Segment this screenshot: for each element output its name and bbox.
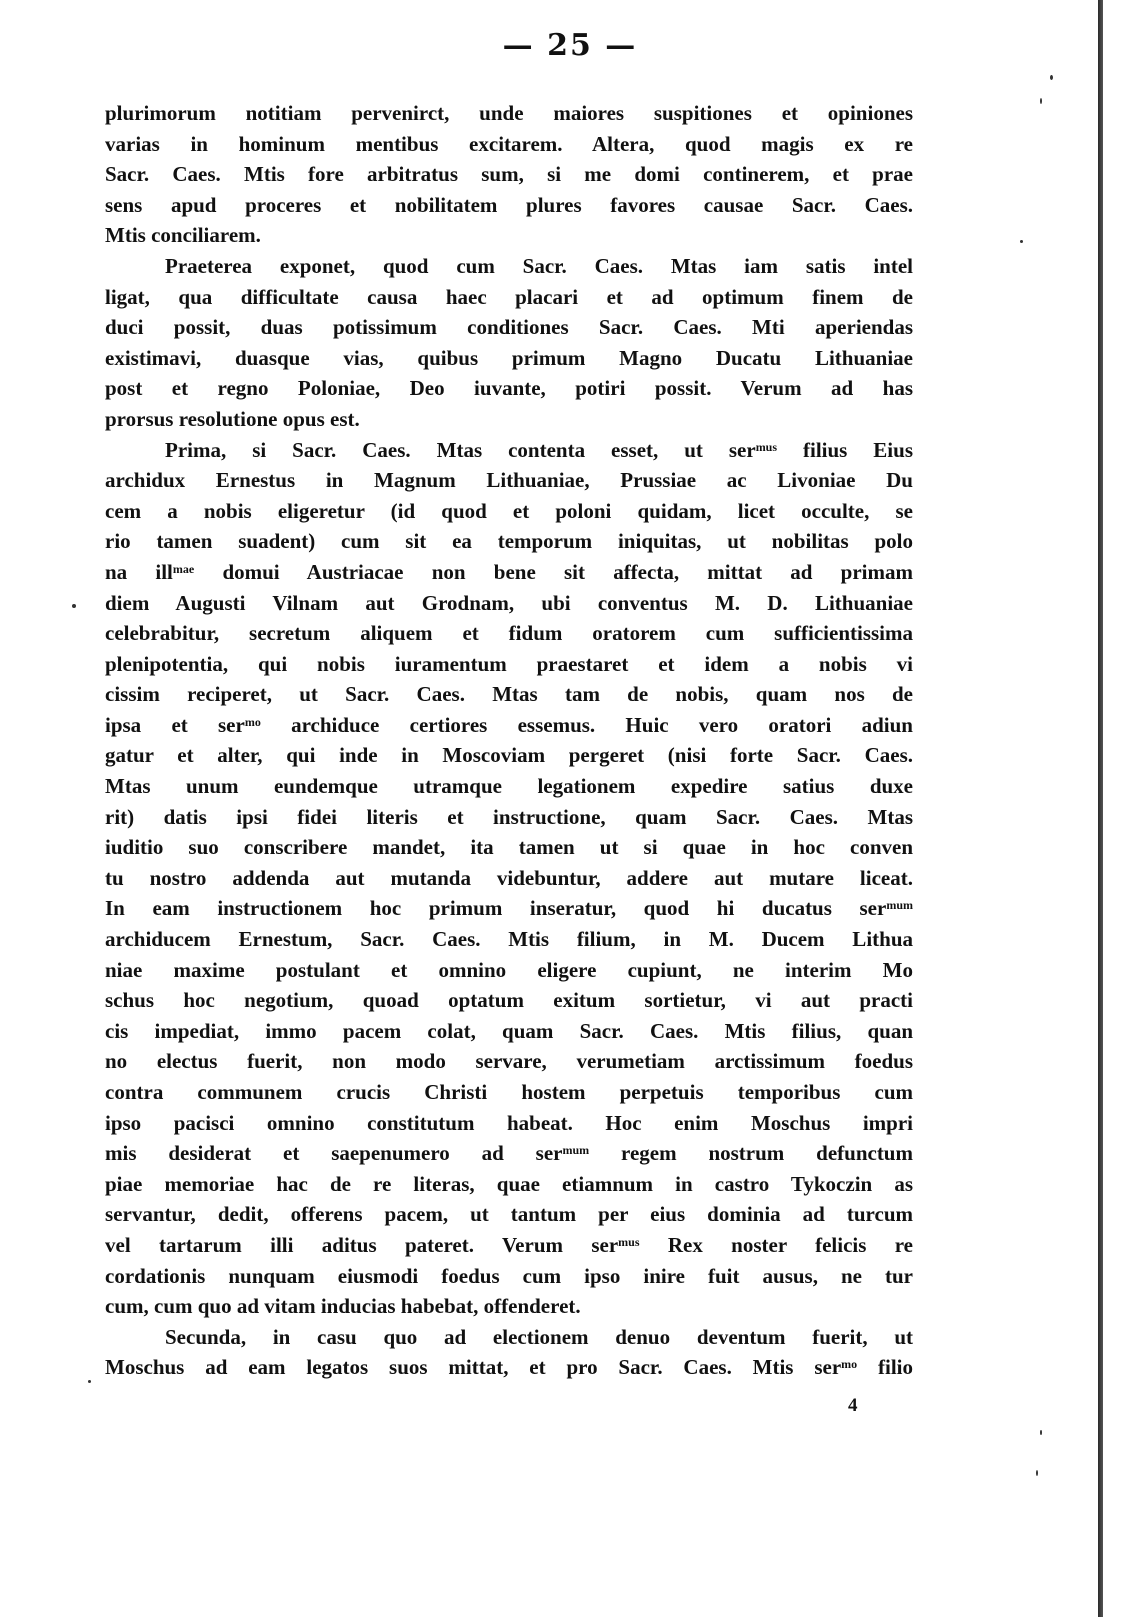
text-line xyxy=(105,220,913,251)
text-segment: mis desiderat et saepenumero ad ser xyxy=(105,1141,563,1166)
superscript-abbreviation: mus xyxy=(618,1234,640,1249)
body-text xyxy=(105,98,913,1383)
text-line xyxy=(105,771,913,802)
text-segment: Sacr. Caes. Mtis fore arbitratus sum, si me domi continerem, et prae xyxy=(105,162,913,187)
text-line xyxy=(105,343,913,374)
text-line xyxy=(105,1322,913,1353)
text-segment: varias in hominum mentibus excitarem. Altera, quod magis ex re xyxy=(105,131,913,156)
text-line xyxy=(105,312,913,343)
text-line xyxy=(105,649,913,680)
text-line xyxy=(105,1138,913,1169)
superscript-abbreviation: mo xyxy=(841,1357,858,1372)
text-line xyxy=(105,618,913,649)
text-segment: no electus fuerit, non modo servare, verumetiam arctissimum foedus xyxy=(105,1049,913,1074)
text-line xyxy=(105,1108,913,1139)
scan-edge-line xyxy=(1098,0,1103,1617)
scan-speck xyxy=(88,1380,91,1383)
text-line xyxy=(105,251,913,282)
text-segment: diem Augusti Vilnam aut Grodnam, ubi conventus M. D. Lithuaniae xyxy=(105,590,913,615)
text-line xyxy=(105,129,913,160)
superscript-abbreviation: mum xyxy=(886,898,913,913)
text-segment: Moschus ad eam legatos suos mittat, et pro Sacr. Caes. Mtis ser xyxy=(105,1355,842,1380)
text-segment: sens apud proceres et nobilitatem plures favores causae Sacr. Caes. xyxy=(105,192,913,217)
text-segment: ipso pacisci omnino constitutum habeat. Hoc enim Moschus impri xyxy=(105,1110,913,1135)
text-segment: cissim reciperet, ut Sacr. Caes. Mtas tam de nobis, quam nos de xyxy=(105,682,913,707)
text-line xyxy=(105,282,913,313)
text-segment: plurimorum notitiam pervenirct, unde maiores suspitiones et opiniones xyxy=(105,101,913,125)
text-line xyxy=(105,924,913,955)
text-segment: cum, cum quo ad vitam inducias habebat, offenderet. xyxy=(105,1294,581,1319)
text-line xyxy=(105,832,913,863)
scan-speck xyxy=(1040,1430,1042,1435)
text-line xyxy=(105,588,913,619)
text-line xyxy=(105,190,913,221)
text-line xyxy=(105,1291,913,1322)
text-line xyxy=(105,373,913,404)
scan-speck xyxy=(1040,98,1042,104)
text-line xyxy=(105,1016,913,1047)
text-segment: prorsus resolutione opus est. xyxy=(105,406,360,431)
text-segment: ligat, qua difficultate causa haec placari et ad optimum finem de xyxy=(105,284,913,309)
text-segment: archidux Ernestus in Magnum Lithuaniae, Prussiae ac Livoniae Du xyxy=(105,468,913,493)
text-segment: piae memoriae hac de re literas, quae etiamnum in castro Tykoczin as xyxy=(105,1171,913,1196)
text-segment: gatur et alter, qui inde in Moscoviam pergeret (nisi forte Sacr. Caes. xyxy=(105,743,913,768)
text-line xyxy=(105,802,913,833)
text-line xyxy=(105,465,913,496)
text-line xyxy=(105,1230,913,1261)
text-segment: existimavi, duasque vias, quibus primum Magno Ducatu Lithuaniae xyxy=(105,345,913,370)
text-segment: Praeterea exponet, quod cum Sacr. Caes. Mtas iam satis intel xyxy=(165,253,913,278)
text-segment: duci possit, duas potissimum conditiones Sacr. Caes. Mti aperiendas xyxy=(105,315,913,340)
text-line xyxy=(105,710,913,741)
superscript-abbreviation: mo xyxy=(244,714,261,729)
text-segment: rit) datis ipsi fidei literis et instructione, quam Sacr. Caes. Mtas xyxy=(105,804,913,829)
text-segment: cis impediat, immo pacem colat, quam Sacr. Caes. Mtis filius, quan xyxy=(105,1018,913,1043)
text-line xyxy=(105,1352,913,1383)
text-segment: filius Eius xyxy=(777,437,913,462)
signature-mark: 4 xyxy=(848,1395,858,1416)
text-line xyxy=(105,98,913,129)
text-line xyxy=(105,893,913,924)
text-segment: niae maxime postulant et omnino eligere cupiunt, ne interim Mo xyxy=(105,957,913,982)
text-segment: celebrabitur, secretum aliquem et fidum oratorem cum sufficientissima xyxy=(105,621,913,646)
text-line xyxy=(105,557,913,588)
scan-speck xyxy=(1036,1470,1038,1476)
text-line xyxy=(105,1199,913,1230)
text-segment: schus hoc negotium, quoad optatum exitum sortietur, vi aut practi xyxy=(105,988,913,1013)
text-segment: servantur, dedit, offerens pacem, ut tantum per eius dominia ad turcum xyxy=(105,1202,913,1227)
text-segment: plenipotentia, qui nobis iuramentum praestaret et idem a nobis vi xyxy=(105,651,913,676)
text-segment: filio xyxy=(857,1355,913,1380)
text-line xyxy=(105,863,913,894)
text-segment: tu nostro addenda aut mutanda videbuntur, addere aut mutare liceat. xyxy=(105,865,913,890)
text-segment: In eam instructionem hoc primum inseratur, quod hi ducatus ser xyxy=(105,896,887,921)
text-segment: na ill xyxy=(105,559,173,584)
text-segment: iuditio suo conscribere mandet, ita tamen ut si quae in hoc conven xyxy=(105,835,913,860)
text-line xyxy=(105,679,913,710)
text-line xyxy=(105,985,913,1016)
text-segment: archiducem Ernestum, Sacr. Caes. Mtis filium, in M. Ducem Lithua xyxy=(105,927,913,952)
text-line xyxy=(105,1169,913,1200)
text-line xyxy=(105,1046,913,1077)
text-segment: ipsa et ser xyxy=(105,712,245,737)
text-segment: archiduce certiores essemus. Huic vero oratori adiun xyxy=(260,712,913,737)
text-segment: vel tartarum illi aditus pateret. Verum ser xyxy=(105,1232,619,1257)
text-line xyxy=(105,496,913,527)
text-line xyxy=(105,404,913,435)
text-segment: Prima, si Sacr. Caes. Mtas contenta esset, ut ser xyxy=(165,437,756,462)
superscript-abbreviation: mae xyxy=(172,561,195,576)
text-line xyxy=(105,740,913,771)
text-line xyxy=(105,435,913,466)
text-segment: domui Austriacae non bene sit affecta, mittat ad primam xyxy=(194,559,914,584)
text-segment: contra communem crucis Christi hostem perpetuis temporibus cum xyxy=(105,1080,913,1104)
text-segment: cem a nobis eligeretur (id quod et poloni quidam, licet occulte, se xyxy=(105,498,913,523)
page-number: — 25 — xyxy=(502,28,638,63)
text-line xyxy=(105,1077,913,1108)
superscript-abbreviation: mus xyxy=(755,439,778,454)
text-segment: regem nostrum defunctum xyxy=(589,1141,913,1166)
text-segment: Rex noster felicis re xyxy=(639,1232,914,1257)
text-segment: Mtis conciliarem. xyxy=(105,223,261,248)
scan-speck xyxy=(1050,75,1053,80)
text-line xyxy=(105,159,913,190)
text-segment: rio tamen suadent) cum sit ea temporum iniquitas, ut nobilitas polo xyxy=(105,529,913,554)
scan-speck xyxy=(72,604,76,608)
text-line xyxy=(105,955,913,986)
text-line xyxy=(105,1261,913,1292)
text-segment: Secunda, in casu quo ad electionem denuo deventum fuerit, ut xyxy=(165,1324,913,1349)
text-segment: cordationis nunquam eiusmodi foedus cum ipso inire fuit ausus, ne tur xyxy=(105,1263,913,1288)
scan-speck xyxy=(1020,240,1023,243)
text-segment: post et regno Poloniae, Deo iuvante, potiri possit. Verum ad has xyxy=(105,376,913,401)
superscript-abbreviation: mum xyxy=(562,1143,590,1158)
text-line xyxy=(105,526,913,557)
text-segment: Mtas unum eundemque utramque legationem expedire satius duxe xyxy=(105,774,913,799)
